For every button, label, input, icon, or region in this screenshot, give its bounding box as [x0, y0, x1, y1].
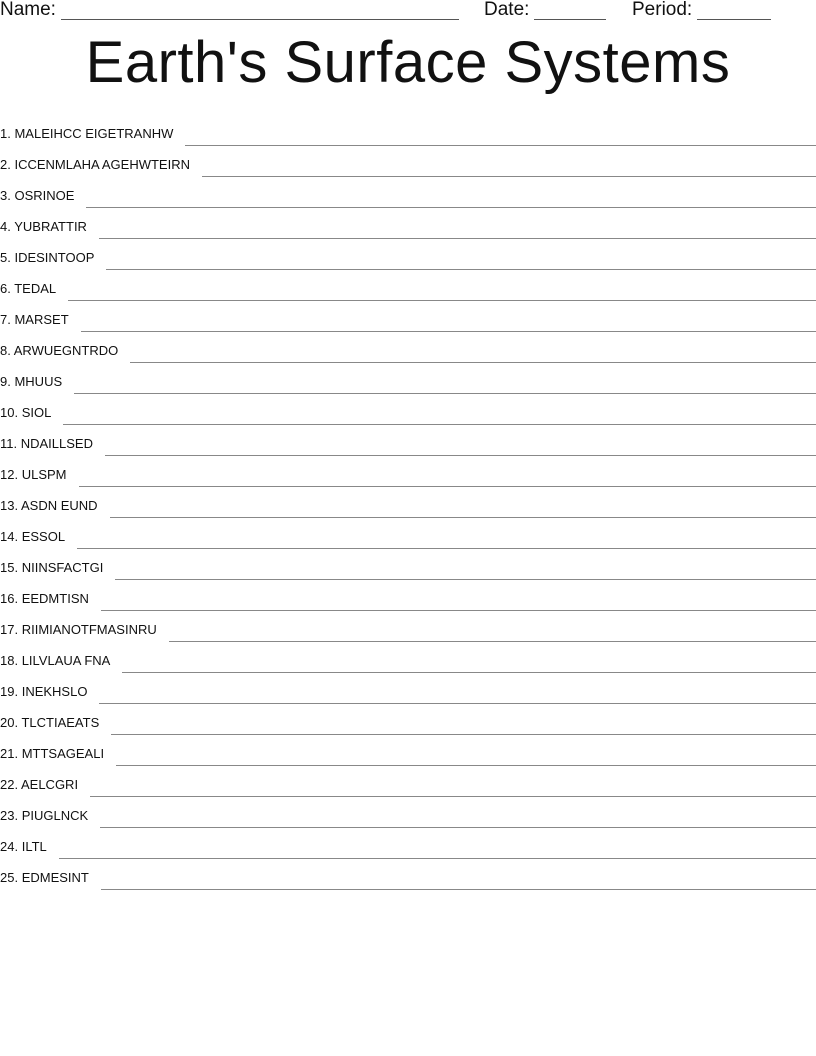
scramble-item [0, 359, 816, 390]
scrambled-word: ESSOL [21, 529, 66, 544]
scramble-clue [0, 870, 89, 886]
answer-blank-line[interactable] [110, 505, 816, 518]
scramble-item [0, 669, 816, 700]
scramble-item [0, 390, 816, 421]
scramble-clue [0, 219, 87, 235]
scrambled-word: AELCGRI [20, 777, 79, 792]
answer-blank-line[interactable] [90, 784, 816, 797]
answer-blank-line[interactable] [101, 598, 816, 611]
item-number: 23. [0, 808, 19, 823]
scramble-item [0, 576, 816, 607]
item-number: 1. [0, 126, 11, 141]
scrambled-word: TEDAL [14, 281, 57, 296]
scramble-clue [0, 684, 87, 700]
scramble-clue [0, 405, 51, 421]
scramble-item [0, 111, 816, 142]
answer-blank-line[interactable] [99, 691, 816, 704]
date-field [484, 0, 606, 20]
item-number: 22. [0, 777, 19, 792]
item-number: 25. [0, 870, 19, 885]
scrambled-word: LILVLAUA FNA [21, 653, 111, 668]
scramble-item [0, 297, 816, 328]
scrambled-word: MALEIHCC EIGETRANHW [14, 126, 174, 141]
answer-blank-line[interactable] [122, 660, 816, 673]
scramble-clue [0, 374, 62, 390]
answer-blank-line[interactable] [99, 226, 816, 239]
item-number: 18. [0, 653, 19, 668]
scramble-clue [0, 777, 78, 793]
item-number: 4. [0, 219, 11, 234]
scramble-clue [0, 281, 56, 297]
date-blank-line[interactable] [534, 3, 606, 20]
scrambled-word: IDESINTOOP [14, 250, 95, 265]
answer-blank-line[interactable] [100, 815, 816, 828]
scramble-clue [0, 653, 110, 669]
scramble-item [0, 607, 816, 638]
scramble-clue [0, 591, 89, 607]
scrambled-word: MARSET [14, 312, 69, 327]
scrambled-word: ARWUEGNTRDO [13, 343, 119, 358]
scrambled-word: NIINSFACTGI [21, 560, 104, 575]
answer-blank-line[interactable] [81, 319, 816, 332]
answer-blank-line[interactable] [111, 722, 816, 735]
answer-blank-line[interactable] [202, 164, 816, 177]
item-number: 21. [0, 746, 19, 761]
item-number: 11. [0, 436, 18, 451]
name-label: Name: [0, 0, 56, 20]
worksheet-header [0, 0, 816, 22]
answer-blank-line[interactable] [74, 381, 816, 394]
answer-blank-line[interactable] [86, 195, 816, 208]
scramble-clue [0, 467, 67, 483]
item-number: 16. [0, 591, 19, 606]
answer-blank-line[interactable] [116, 753, 816, 766]
scramble-clue [0, 312, 69, 328]
scrambled-word: PIUGLNCK [21, 808, 89, 823]
scrambled-word: NDAILLSED [20, 436, 93, 451]
scramble-clue [0, 250, 94, 266]
item-number: 15. [0, 560, 19, 575]
scramble-item [0, 514, 816, 545]
answer-blank-line[interactable] [106, 257, 816, 270]
period-field [632, 0, 771, 20]
answer-blank-line[interactable] [77, 536, 816, 549]
name-field [0, 0, 459, 20]
answer-blank-line[interactable] [101, 877, 816, 890]
scrambled-word: SIOL [21, 405, 52, 420]
item-number: 12. [0, 467, 19, 482]
scrambled-word: MHUUS [14, 374, 63, 389]
item-number: 2. [0, 157, 11, 172]
scramble-clue [0, 622, 157, 638]
scramble-clue [0, 188, 74, 204]
scrambled-word: ILTL [21, 839, 47, 854]
scramble-item [0, 328, 816, 359]
item-number: 7. [0, 312, 11, 327]
item-number: 13. [0, 498, 19, 513]
scrambled-word: MTTSAGEALI [21, 746, 105, 761]
item-number: 5. [0, 250, 11, 265]
scramble-item [0, 452, 816, 483]
scrambled-word: INEKHSLO [21, 684, 88, 699]
scramble-item [0, 266, 816, 297]
scramble-clue [0, 746, 104, 762]
scramble-clue [0, 343, 118, 359]
answer-blank-line[interactable] [105, 443, 816, 456]
scramble-item [0, 142, 816, 173]
item-number: 19. [0, 684, 19, 699]
word-scramble-list [0, 111, 816, 886]
scrambled-word: RIIMIANOTFMASINRU [21, 622, 157, 637]
scramble-item [0, 545, 816, 576]
scramble-item [0, 638, 816, 669]
scramble-item [0, 700, 816, 731]
scrambled-word: ULSPM [21, 467, 67, 482]
item-number: 14. [0, 529, 19, 544]
scrambled-word: EDMESINT [21, 870, 89, 885]
item-number: 17. [0, 622, 19, 637]
scramble-clue [0, 715, 99, 731]
item-number: 24. [0, 839, 19, 854]
answer-blank-line[interactable] [79, 474, 816, 487]
scramble-clue [0, 529, 65, 545]
scramble-clue [0, 808, 88, 824]
date-label: Date: [484, 0, 530, 20]
scramble-item [0, 855, 816, 886]
scramble-clue [0, 126, 173, 142]
scrambled-word: YUBRATTIR [14, 219, 87, 234]
scrambled-word: ICCENMLAHA AGEHWTEIRN [14, 157, 190, 172]
scramble-clue [0, 560, 103, 576]
answer-blank-line[interactable] [59, 846, 816, 859]
scrambled-word: EEDMTISN [21, 591, 89, 606]
period-blank-line[interactable] [697, 3, 771, 20]
scrambled-word: OSRINOE [14, 188, 75, 203]
item-number: 20. [0, 715, 19, 730]
answer-blank-line[interactable] [185, 133, 816, 146]
scrambled-word: ASDN EUND [20, 498, 98, 513]
item-number: 3. [0, 188, 11, 203]
item-number: 8. [0, 343, 11, 358]
item-number: 9. [0, 374, 11, 389]
scramble-clue [0, 498, 98, 514]
answer-blank-line[interactable] [63, 412, 816, 425]
scrambled-word: TLCTIAEATS [21, 715, 100, 730]
scramble-item [0, 731, 816, 762]
scramble-item [0, 204, 816, 235]
answer-blank-line[interactable] [169, 629, 816, 642]
item-number: 10. [0, 405, 19, 420]
scramble-item [0, 421, 816, 452]
item-number: 6. [0, 281, 11, 296]
answer-blank-line[interactable] [130, 350, 816, 363]
scramble-item [0, 483, 816, 514]
scramble-item [0, 235, 816, 266]
scramble-clue [0, 436, 93, 452]
scramble-item [0, 793, 816, 824]
scramble-item [0, 824, 816, 855]
scramble-clue [0, 157, 190, 173]
scramble-clue [0, 839, 47, 855]
page-title: Earth's Surface Systems [85, 30, 731, 95]
scramble-item [0, 762, 816, 793]
scramble-item [0, 173, 816, 204]
name-blank-line[interactable] [61, 3, 459, 20]
answer-blank-line[interactable] [115, 567, 816, 580]
answer-blank-line[interactable] [68, 288, 816, 301]
period-label: Period: [632, 0, 693, 20]
